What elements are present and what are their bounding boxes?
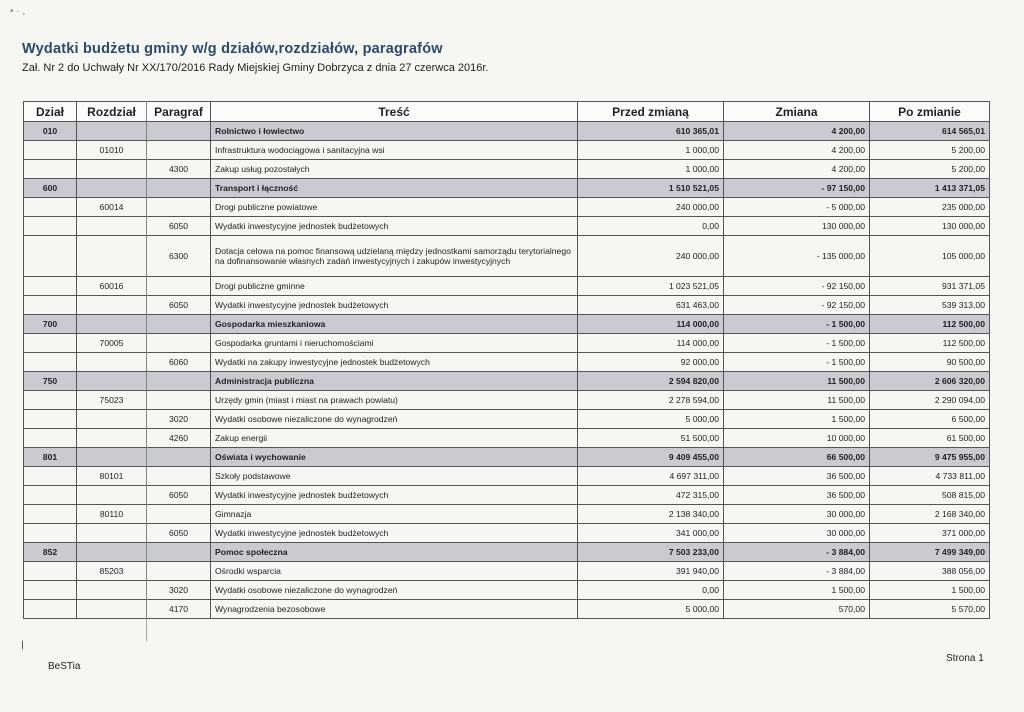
cell-rozdzial: [77, 122, 147, 141]
cell-po: 112 500,00: [870, 334, 990, 353]
cell-przed: 5 000,00: [578, 410, 724, 429]
cell-zmiana: - 92 150,00: [724, 277, 870, 296]
table-row: [24, 296, 990, 315]
cell-przed: 240 000,00: [578, 236, 724, 277]
cell-po: 9 475 955,00: [870, 448, 990, 467]
table-row: [24, 217, 990, 236]
cell-przed: 0,00: [578, 217, 724, 236]
cell-rozdzial: [77, 236, 147, 277]
cell-zmiana: 130 000,00: [724, 217, 870, 236]
cell-rozdzial: [77, 296, 147, 315]
cell-paragraf: [147, 277, 211, 296]
document-subtitle: Zał. Nr 2 do Uchwały Nr XX/170/2016 Rady Miejskiej Gminy Dobrzyca z dnia 27 czerwca 2016r.: [22, 62, 489, 74]
cell-zmiana: 4 200,00: [724, 160, 870, 179]
cell-po: 7 499 349,00: [870, 543, 990, 562]
cell-tresc: Infrastruktura wodociągowa i sanitacyjna wsi: [211, 141, 578, 160]
cell-tresc: Ośrodki wsparcia: [211, 562, 578, 581]
header-paragraf: Paragraf: [147, 102, 211, 122]
cell-dzial: [24, 198, 77, 217]
cell-paragraf: 4170: [147, 600, 211, 619]
cell-dzial: [24, 217, 77, 236]
cell-przed: 92 000,00: [578, 353, 724, 372]
cell-paragraf: [147, 372, 211, 391]
cell-rozdzial: [77, 353, 147, 372]
cell-przed: 5 000,00: [578, 600, 724, 619]
cell-przed: 114 000,00: [578, 334, 724, 353]
cell-po: 371 000,00: [870, 524, 990, 543]
cell-paragraf: 6050: [147, 217, 211, 236]
cell-po: 2 606 320,00: [870, 372, 990, 391]
cell-po: 235 000,00: [870, 198, 990, 217]
cell-paragraf: [147, 315, 211, 334]
cell-po: 90 500,00: [870, 353, 990, 372]
cell-przed: 4 697 311,00: [578, 467, 724, 486]
cell-rozdzial: [77, 600, 147, 619]
cell-paragraf: [147, 562, 211, 581]
cell-zmiana: 10 000,00: [724, 429, 870, 448]
cell-paragraf: 6060: [147, 353, 211, 372]
cell-zmiana: - 135 000,00: [724, 236, 870, 277]
cell-przed: 114 000,00: [578, 315, 724, 334]
table-row: [24, 410, 990, 429]
cell-po: 105 000,00: [870, 236, 990, 277]
cell-dzial: [24, 486, 77, 505]
table-row: [24, 505, 990, 524]
cell-po: 508 815,00: [870, 486, 990, 505]
table-row: [24, 122, 990, 141]
cell-przed: 51 500,00: [578, 429, 724, 448]
cell-po: 130 000,00: [870, 217, 990, 236]
cell-tresc: Drogi publiczne powiatowe: [211, 198, 578, 217]
table-edge-tick: [22, 641, 23, 649]
cell-rozdzial: [77, 160, 147, 179]
cell-przed: 341 000,00: [578, 524, 724, 543]
footer-software-label: BeSTia: [48, 661, 81, 672]
cell-dzial: [24, 334, 77, 353]
cell-paragraf: [147, 543, 211, 562]
cell-tresc: Oświata i wychowanie: [211, 448, 578, 467]
cell-dzial: [24, 277, 77, 296]
table-row: [24, 198, 990, 217]
cell-paragraf: 6050: [147, 296, 211, 315]
header-zmiana: Zmiana: [724, 102, 870, 122]
cell-tresc: Wydatki osobowe niezaliczone do wynagrodzeń: [211, 410, 578, 429]
cell-dzial: [24, 160, 77, 179]
table-row: [24, 543, 990, 562]
cell-przed: 1 023 521,05: [578, 277, 724, 296]
scan-artifact: • · ,: [10, 6, 26, 17]
cell-paragraf: 3020: [147, 410, 211, 429]
cell-tresc: Wydatki inwestycyjne jednostek budżetowych: [211, 296, 578, 315]
cell-tresc: Wydatki inwestycyjne jednostek budżetowych: [211, 217, 578, 236]
budget-table-container: [23, 101, 989, 619]
cell-przed: 1 000,00: [578, 160, 724, 179]
table-row: [24, 315, 990, 334]
cell-tresc: Transport i łączność: [211, 179, 578, 198]
cell-po: 931 371,05: [870, 277, 990, 296]
cell-przed: 391 940,00: [578, 562, 724, 581]
cell-zmiana: 11 500,00: [724, 372, 870, 391]
cell-rozdzial: [77, 448, 147, 467]
cell-dzial: 700: [24, 315, 77, 334]
header-tresc: Treść: [211, 102, 578, 122]
cell-rozdzial: 70005: [77, 334, 147, 353]
cell-rozdzial: 80101: [77, 467, 147, 486]
table-row: [24, 160, 990, 179]
header-po-zmianie: Po zmianie: [870, 102, 990, 122]
cell-przed: 1 000,00: [578, 141, 724, 160]
table-row: [24, 141, 990, 160]
header-rozdzial: Rozdział: [77, 102, 147, 122]
cell-tresc: Gospodarka mieszkaniowa: [211, 315, 578, 334]
table-row: [24, 467, 990, 486]
header-przed-zmiana: Przed zmianą: [578, 102, 724, 122]
cell-paragraf: [147, 448, 211, 467]
cell-dzial: [24, 391, 77, 410]
cell-zmiana: 30 000,00: [724, 524, 870, 543]
cell-tresc: Pomoc społeczna: [211, 543, 578, 562]
cell-rozdzial: 75023: [77, 391, 147, 410]
cell-paragraf: [147, 198, 211, 217]
cell-dzial: [24, 353, 77, 372]
cell-przed: 9 409 455,00: [578, 448, 724, 467]
footer-page-number: Strona 1: [946, 653, 984, 664]
table-row: [24, 334, 990, 353]
cell-dzial: [24, 429, 77, 448]
cell-dzial: [24, 562, 77, 581]
cell-przed: 7 503 233,00: [578, 543, 724, 562]
cell-paragraf: [147, 505, 211, 524]
table-row: [24, 562, 990, 581]
cell-przed: 2 278 594,00: [578, 391, 724, 410]
cell-paragraf: [147, 179, 211, 198]
cell-tresc: Zakup energii: [211, 429, 578, 448]
cell-dzial: [24, 141, 77, 160]
cell-rozdzial: [77, 486, 147, 505]
cell-rozdzial: [77, 581, 147, 600]
cell-tresc: Szkoły podstawowe: [211, 467, 578, 486]
cell-rozdzial: [77, 315, 147, 334]
budget-table-body: [24, 122, 990, 619]
cell-dzial: [24, 410, 77, 429]
cell-po: 1 413 371,05: [870, 179, 990, 198]
cell-paragraf: 4260: [147, 429, 211, 448]
cell-zmiana: - 92 150,00: [724, 296, 870, 315]
cell-zmiana: 1 500,00: [724, 410, 870, 429]
cell-zmiana: - 5 000,00: [724, 198, 870, 217]
cell-tresc: Administracja publiczna: [211, 372, 578, 391]
cell-po: 5 200,00: [870, 141, 990, 160]
cell-po: 1 500,00: [870, 581, 990, 600]
cell-dzial: 600: [24, 179, 77, 198]
cell-rozdzial: 85203: [77, 562, 147, 581]
cell-paragraf: [147, 141, 211, 160]
cell-przed: 1 510 521,05: [578, 179, 724, 198]
cell-dzial: [24, 296, 77, 315]
cell-tresc: Wydatki inwestycyjne jednostek budżetowych: [211, 524, 578, 543]
table-row: [24, 486, 990, 505]
cell-rozdzial: 60016: [77, 277, 147, 296]
table-header-row: [24, 102, 990, 122]
cell-zmiana: 570,00: [724, 600, 870, 619]
cell-po: 5 570,00: [870, 600, 990, 619]
cell-paragraf: 3020: [147, 581, 211, 600]
cell-zmiana: 66 500,00: [724, 448, 870, 467]
table-row: [24, 429, 990, 448]
cell-zmiana: 4 200,00: [724, 122, 870, 141]
cell-dzial: 852: [24, 543, 77, 562]
cell-przed: 2 594 820,00: [578, 372, 724, 391]
cell-po: 6 500,00: [870, 410, 990, 429]
cell-tresc: Zakup usług pozostałych: [211, 160, 578, 179]
cell-dzial: [24, 467, 77, 486]
cell-paragraf: 6050: [147, 486, 211, 505]
table-row: [24, 277, 990, 296]
cell-przed: 631 463,00: [578, 296, 724, 315]
cell-paragraf: [147, 334, 211, 353]
cell-zmiana: 11 500,00: [724, 391, 870, 410]
cell-zmiana: - 3 884,00: [724, 562, 870, 581]
cell-dzial: 750: [24, 372, 77, 391]
cell-przed: 0,00: [578, 581, 724, 600]
cell-po: 2 168 340,00: [870, 505, 990, 524]
cell-przed: 240 000,00: [578, 198, 724, 217]
cell-paragraf: [147, 391, 211, 410]
margin-line: [146, 101, 147, 641]
cell-dzial: [24, 600, 77, 619]
cell-po: 2 290 094,00: [870, 391, 990, 410]
cell-paragraf: 6050: [147, 524, 211, 543]
cell-zmiana: - 3 884,00: [724, 543, 870, 562]
table-row: [24, 236, 990, 277]
table-row: [24, 372, 990, 391]
cell-zmiana: 36 500,00: [724, 467, 870, 486]
table-row: [24, 600, 990, 619]
cell-po: 61 500,00: [870, 429, 990, 448]
cell-dzial: [24, 505, 77, 524]
cell-rozdzial: [77, 179, 147, 198]
cell-dzial: 801: [24, 448, 77, 467]
cell-rozdzial: [77, 217, 147, 236]
cell-rozdzial: 80110: [77, 505, 147, 524]
budget-table: [23, 101, 990, 619]
cell-tresc: Wydatki osobowe niezaliczone do wynagrodzeń: [211, 581, 578, 600]
cell-dzial: [24, 524, 77, 543]
cell-tresc: Dotacja celowa na pomoc finansową udzielaną między jednostkami samorządu terytorialnego na dofinansowanie własnych zadań inwestycyjnych i zakupów inwestycyjnych: [211, 236, 578, 277]
cell-dzial: [24, 236, 77, 277]
cell-rozdzial: [77, 372, 147, 391]
cell-tresc: Wydatki inwestycyjne jednostek budżetowych: [211, 486, 578, 505]
cell-przed: 472 315,00: [578, 486, 724, 505]
cell-zmiana: - 1 500,00: [724, 315, 870, 334]
cell-tresc: Drogi publiczne gminne: [211, 277, 578, 296]
cell-tresc: Gospodarka gruntami i nieruchomościami: [211, 334, 578, 353]
cell-po: 388 056,00: [870, 562, 990, 581]
cell-paragraf: [147, 467, 211, 486]
cell-zmiana: - 97 150,00: [724, 179, 870, 198]
cell-tresc: Urzędy gmin (miast i miast na prawach powiatu): [211, 391, 578, 410]
cell-rozdzial: [77, 524, 147, 543]
cell-po: 539 313,00: [870, 296, 990, 315]
cell-po: 4 733 811,00: [870, 467, 990, 486]
cell-zmiana: 1 500,00: [724, 581, 870, 600]
table-row: [24, 524, 990, 543]
table-row: [24, 179, 990, 198]
cell-zmiana: 36 500,00: [724, 486, 870, 505]
cell-tresc: Gimnazja: [211, 505, 578, 524]
cell-paragraf: [147, 122, 211, 141]
cell-rozdzial: [77, 543, 147, 562]
table-row: [24, 448, 990, 467]
cell-dzial: [24, 581, 77, 600]
cell-po: 5 200,00: [870, 160, 990, 179]
cell-rozdzial: 60014: [77, 198, 147, 217]
cell-tresc: Wydatki na zakupy inwestycyjne jednostek budżetowych: [211, 353, 578, 372]
cell-rozdzial: 01010: [77, 141, 147, 160]
cell-przed: 610 365,01: [578, 122, 724, 141]
cell-po: 112 500,00: [870, 315, 990, 334]
table-row: [24, 353, 990, 372]
cell-tresc: Wynagrodzenia bezosobowe: [211, 600, 578, 619]
table-row: [24, 581, 990, 600]
document-title: Wydatki budżetu gminy w/g działów,rozdziałów, paragrafów: [22, 41, 443, 57]
cell-zmiana: 30 000,00: [724, 505, 870, 524]
cell-zmiana: - 1 500,00: [724, 353, 870, 372]
cell-przed: 2 138 340,00: [578, 505, 724, 524]
table-row: [24, 391, 990, 410]
cell-zmiana: - 1 500,00: [724, 334, 870, 353]
cell-rozdzial: [77, 410, 147, 429]
cell-paragraf: 4300: [147, 160, 211, 179]
cell-paragraf: 6300: [147, 236, 211, 277]
header-dzial: Dział: [24, 102, 77, 122]
cell-tresc: Rolnictwo i łowiectwo: [211, 122, 578, 141]
cell-dzial: 010: [24, 122, 77, 141]
cell-rozdzial: [77, 429, 147, 448]
cell-po: 614 565,01: [870, 122, 990, 141]
cell-zmiana: 4 200,00: [724, 141, 870, 160]
